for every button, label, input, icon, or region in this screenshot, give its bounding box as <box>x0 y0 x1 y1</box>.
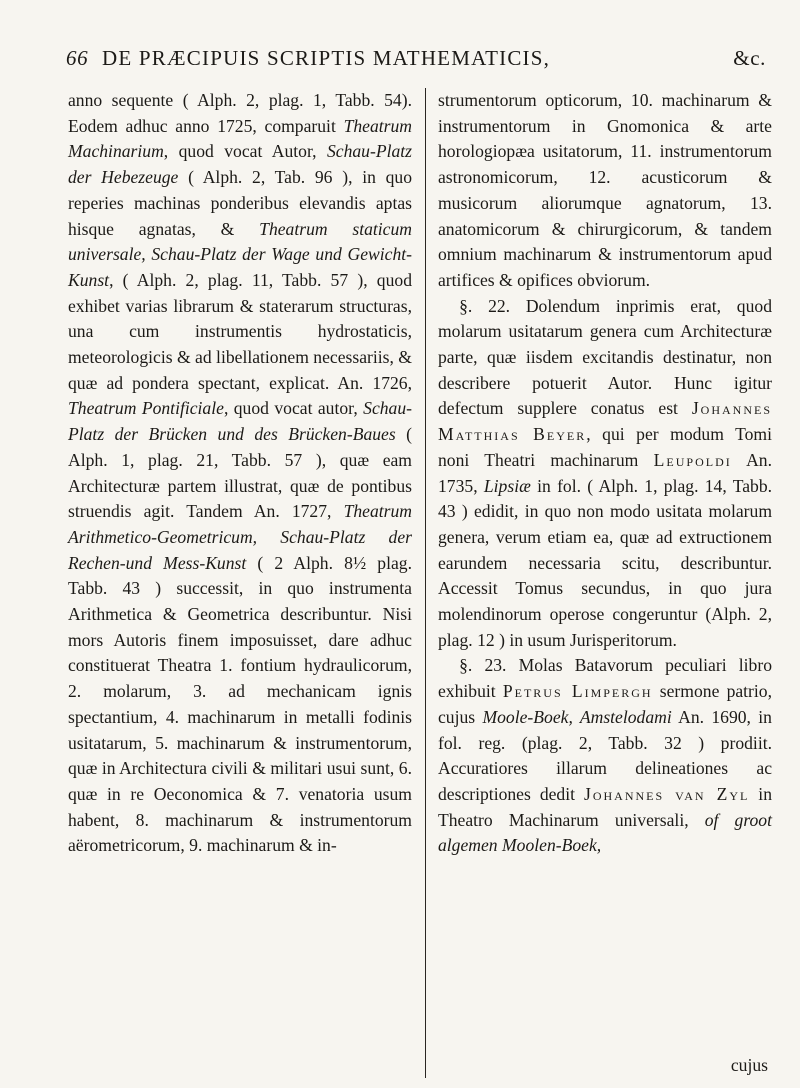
left-paragraph <box>68 88 412 859</box>
text-run: in fol. ( Alph. 1, plag. 14, Tabb. 43 ) edidit, in quo non modo usitata molarum genera, verum etiam ea, quæ ad extructionem earundem necessaria scitu, describuntur. Accessit Tomus secundus, in quo jura molendinorum operose congeruntur (Alph. 2, plag. 12 ) in usum Jurisperitorum. <box>438 475 773 650</box>
text-run: , qui per modum Tomi noni Theatri machinarum <box>438 424 772 470</box>
text-run: sermone patrio, cujus <box>438 681 772 727</box>
text-run: An. 1735, <box>438 449 772 496</box>
left-column <box>68 88 412 859</box>
title-theatrum-machinarium: Theatrum Machinarium <box>68 115 412 162</box>
author-name-van-zyl: Johannes van Zyl <box>583 783 750 804</box>
title-theatrum-staticum: Theatrum staticum universale, Schau-Platz der Wage und Gewicht-Kunst <box>68 218 412 290</box>
place-lipsiae: Lipsiæ <box>483 475 531 496</box>
title-moolen-boek: of groot algemen Moolen-Boek, <box>438 809 772 856</box>
text-run: , ( Alph. 2, plag. 11, Tabb. 57 ), quod exhibet varias librarum & staterarum structuras, una cum instrumentis hydrostaticis, meteorologicis & ad libellationem necessariis, & quæ ad pondera spectant, explicat. An. 1726, <box>68 269 412 393</box>
title-moole-boek: Moole-Boek, Amstelodami <box>482 706 672 727</box>
column-rule <box>425 88 426 1078</box>
title-schau-platz-bruecken: Schau-Platz der Brücken und des Brücken-Baues <box>68 398 412 445</box>
text-run: ( Alph. 2, Tab. 96 ), in quo reperies machinas ponderibus elevandis aptas hisque agnatas, & <box>68 167 413 239</box>
section-23 <box>438 653 772 859</box>
text-run: anno sequente ( Alph. 2, plag. 1, Tabb. 54). Eodem adhuc anno 1725, comparuit <box>68 90 412 136</box>
text-run: in Theatro Machinarum universali, <box>438 783 772 830</box>
right-continuation: strumentorum opticorum, 10. machinarum & instrumentorum in Gnomonica & arte horologiopæa usitatorum, 11. instrumentorum astronomicorum, 12. acusticorum & musicorum aliorumque agnatorum, 13. anatomicorum & chirurgicorum, & tandem omnium machinarum & instrumentorum apud artifices & opifices obviorum. <box>438 90 772 290</box>
text-run: ( 2 Alph. 8½ plag. Tabb. 43 ) successit, in quo instrumenta Arithmetica & Geometrica describuntur. Nisi mors Autoris finem imposuisset, dare adhuc constituerat Theatra 1. fontium hydraulicorum, 2. molarum, 3. ad mechanicam ignis spectantium, 4. machinarum in metalli fodinis usitatarum, 5. machinarum & instrumentorum, quæ in Architectura civili & militari usui sunt, 6. quæ in re Oeconomica & 7. venatoria usum habent, 8. machinarum & instrumentorum aërometricorum, 9. machinarum & in- <box>68 552 412 856</box>
text-run: ( Alph. 1, plag. 21, Tabb. 57 ), quæ eam Architecturæ partem illustrat, quæ de pontibus struendis agit. Tandem An. 1727, <box>68 424 412 522</box>
page-number: 66 <box>66 46 89 70</box>
text-run: §. 23. Molas Batavorum peculiari libro exhibuit <box>438 655 772 702</box>
running-title-etc: &c. <box>733 46 766 70</box>
text-run: An. 1690, in fol. reg. (plag. 2, Tabb. 32 ) prodiit. Accuratiores illarum delineationes ac descriptiones dedit <box>438 706 772 804</box>
text-run: §. 22. Dolendum inprimis erat, quod molarum usitatarum genera cum Architecturæ parte, quæ iisdem excitandis destinatur, non describere potuerit Autor. Hunc igitur defectum supplere conatus est <box>438 295 772 419</box>
title-theatrum-pontificiale: Theatrum Pontificiale <box>68 398 224 419</box>
author-name-leupold: Leupoldi <box>653 449 732 470</box>
section-22 <box>438 294 772 654</box>
text-run: , quod vocat autor, <box>223 398 364 419</box>
title-schau-platz-hebezeuge: Schau-Platz der Hebezeuge <box>68 141 412 188</box>
author-name-beyer: Johannes Matthias Beyer <box>438 398 772 445</box>
catchword: cujus <box>730 1055 768 1075</box>
text-run: , quod vocat Autor, <box>163 141 327 162</box>
running-head <box>66 46 766 76</box>
title-theatrum-arithmetico-geometricum: Theatrum Arithmetico-Geometricum, Schau-Platz der Rechen-und Mess-Kunst <box>68 501 412 573</box>
author-name-limpergh: Petrus Limpergh <box>502 681 653 702</box>
right-column <box>438 88 772 859</box>
running-title: DE PRÆCIPUIS SCRIPTIS MATHEMATICIS, <box>102 46 551 70</box>
